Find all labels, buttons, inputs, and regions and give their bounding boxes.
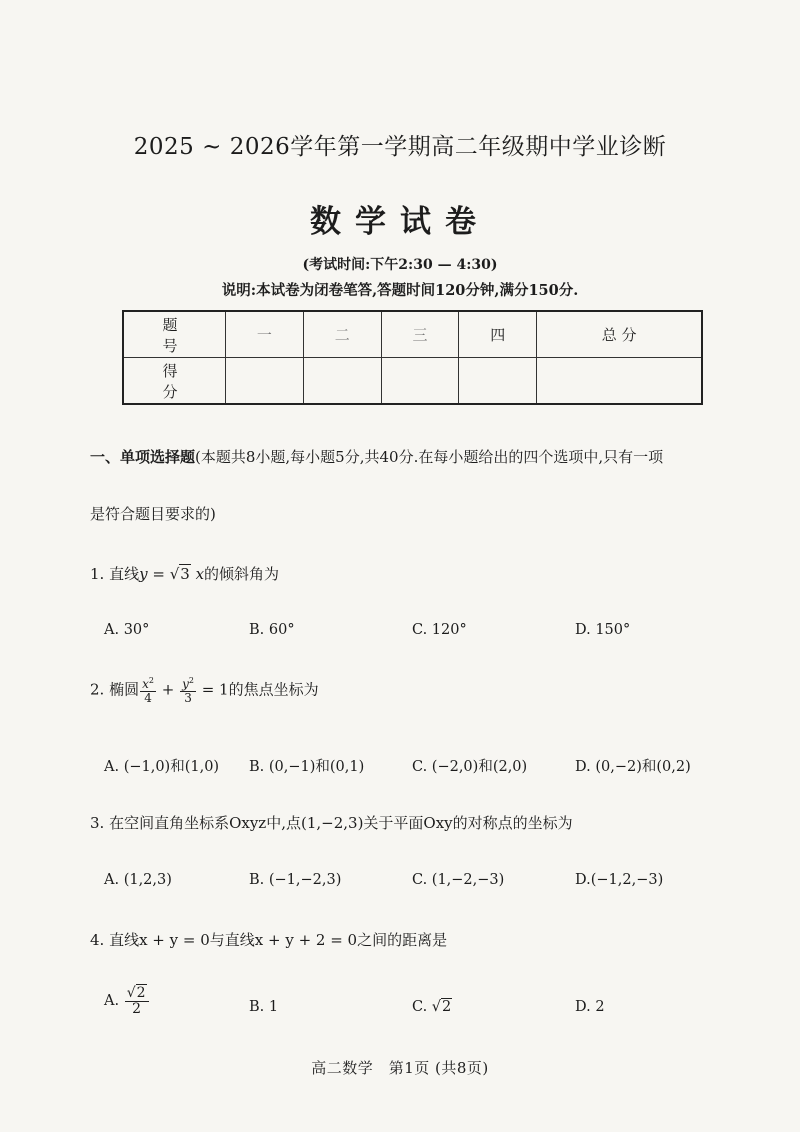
exam-instructions: 说明:本试卷为闭卷笔答,答题时间120分钟,满分150分. (221, 282, 579, 299)
sqrt-symbol: √2 (431, 999, 452, 1015)
score-table-col-3: 三 (381, 311, 459, 358)
question-4-option-b: B. 1 (249, 999, 279, 1015)
question-4-option-d: D. 2 (575, 999, 605, 1015)
section-heading-continued: 是符合题目要求的) (90, 505, 216, 523)
question-3-option-d: D.(−1,2,−3) (575, 872, 664, 888)
page-footer: 高二数学 第1页 (共8页) (311, 1059, 489, 1077)
fraction-denominator: 2 (132, 1000, 142, 1017)
exam-time: (考试时间:下午2:30 — 4:30) (302, 257, 498, 273)
equation-rest: = 1 (196, 680, 229, 699)
score-table-col-2: 二 (303, 311, 381, 358)
question-1-suffix: 的倾斜角为 (204, 565, 280, 583)
section-heading-description: (本题共8小题,每小题5分,共40分.在每小题给出的四个选项中,只有一项 (195, 448, 664, 466)
question-2-option-c: C. (−2,0)和(2,0) (412, 759, 528, 775)
fraction-denominator: 3 (184, 690, 192, 705)
score-table-row-label: 题 号 (123, 311, 226, 358)
plus-sign: + (156, 680, 180, 699)
question-1-option-d: D. 150° (575, 622, 631, 638)
question-4: 4. 直线x + y = 0与直线x + y + 2 = 0之间的距离是 (90, 931, 448, 949)
option-label: A. (104, 993, 120, 1010)
score-table-header-row (123, 311, 702, 358)
question-3-option-b: B. (−1,−2,3) (249, 872, 342, 888)
fraction-numerator: y (182, 677, 189, 691)
question-1-option-b: B. 60° (249, 622, 295, 638)
question-1-option-a: A. 30° (104, 622, 150, 638)
score-table-score-row (123, 358, 702, 405)
option-label: C. (412, 999, 432, 1015)
exam-school-title: 2025 ~ 2026学年第一学期高二年级期中学业诊断 (133, 134, 667, 160)
score-table (122, 310, 703, 405)
question-2-option-b: B. (0,−1)和(0,1) (249, 759, 365, 775)
score-cell (226, 358, 304, 405)
score-cell (381, 358, 459, 405)
section-heading (90, 446, 663, 467)
question-2-prefix: 2. 椭圆 (90, 680, 140, 699)
question-3: 3. 在空间直角坐标系Oxyz中,点(1,−2,3)关于平面Oxy的对称点的坐标为 (90, 814, 573, 832)
score-table-row-label: 得 分 (123, 358, 226, 405)
question-4-option-a (104, 986, 150, 1016)
fraction-y-squared-over-3: $\frac{y^2}{3}$ (182, 676, 194, 705)
radicand: 2 (136, 985, 146, 1001)
question-4-option-c (412, 999, 452, 1015)
question-1 (90, 563, 279, 584)
question-2 (90, 677, 319, 704)
question-3-option-c: C. (1,−2,−3) (412, 872, 505, 888)
score-table-col-1: 一 (226, 311, 304, 358)
fraction-denominator: 4 (144, 690, 152, 705)
score-cell (537, 358, 702, 405)
sqrt-symbol: √3 (169, 565, 190, 583)
fraction-x-squared-over-4: $\frac{x^2}{4}$ (142, 676, 154, 705)
question-1-prefix: 1. 直线 (90, 565, 140, 583)
radicand: 2 (442, 999, 452, 1015)
question-1-eq-rhs: x (190, 565, 205, 583)
score-cell (303, 358, 381, 405)
question-1-radicand: 3 (180, 565, 190, 583)
fraction-sqrt2-over-2 (125, 986, 149, 1016)
paper-title: 数学试卷 (310, 204, 490, 240)
sqrt-symbol: √2 (126, 985, 146, 1001)
section-heading-title: 一、单项选择题 (90, 448, 196, 466)
question-3-option-a: A. (1,2,3) (104, 872, 172, 888)
score-cell (459, 358, 537, 405)
question-2-option-a: A. (−1,0)和(1,0) (104, 759, 220, 775)
fraction-numerator: x (142, 677, 149, 691)
question-2-suffix: 的焦点坐标为 (228, 680, 319, 699)
score-table-col-4: 四 (459, 311, 537, 358)
score-table-col-total: 总 分 (537, 311, 702, 358)
question-1-option-c: C. 120° (412, 622, 467, 638)
question-2-option-d: D. (0,−2)和(0,2) (575, 759, 691, 775)
question-1-eq-lhs: y = (139, 565, 170, 583)
